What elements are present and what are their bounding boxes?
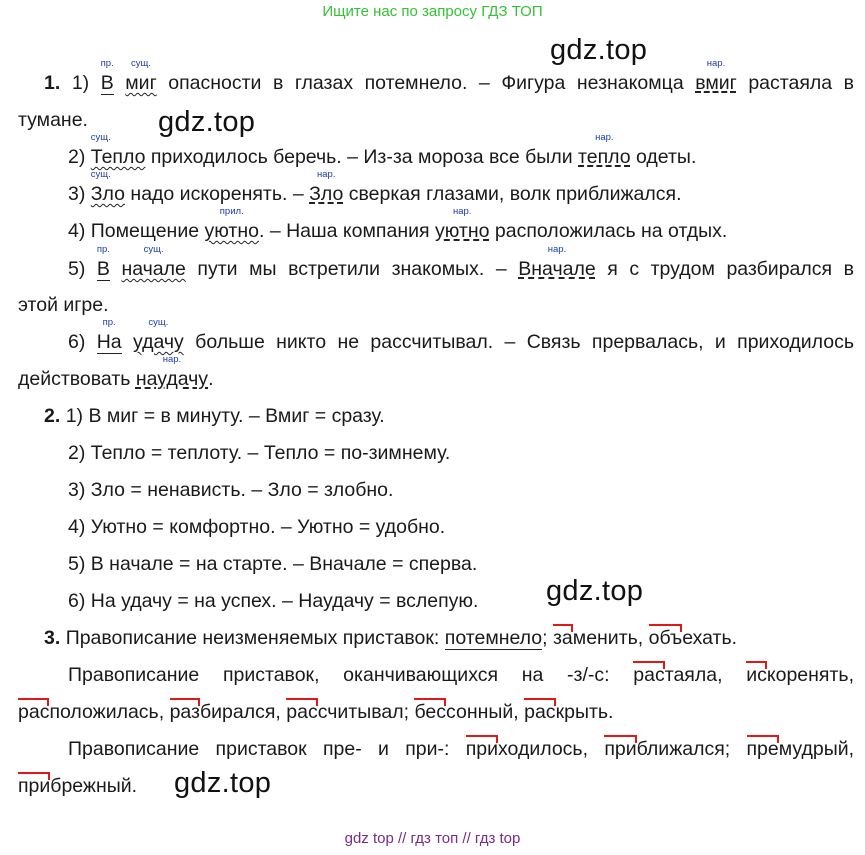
- prefix-mark: пре: [746, 738, 779, 760]
- task1-line6-cont: действовать нар. наудачу.: [18, 354, 214, 390]
- annotated-word: пр. На: [96, 317, 122, 353]
- prefix-mark: рас: [286, 701, 318, 723]
- annotated-word: сущ. Зло: [90, 169, 125, 205]
- prefix-mark: бес: [414, 701, 446, 723]
- task2-line2: 2) Тепло = теплоту. – Тепло = по-зимнему.: [68, 442, 451, 464]
- annotated-word: пр. В: [96, 244, 110, 280]
- task1-line3: 3) сущ. Зло надо искоренять. – нар. Зло сверкая глазами, волк приближался.: [68, 169, 682, 205]
- task2-line5: 5) В начале = на старте. – Вначале = сперва.: [68, 553, 478, 575]
- sentence-text: растаяла в: [748, 72, 855, 94]
- annotated-word: сущ. миг: [125, 58, 157, 94]
- task3-para2-line2: расположилась, разбирался, рассчитывал; бессонный, раскрыть.: [18, 701, 614, 723]
- annotated-word: нар. наудачу: [135, 354, 209, 390]
- task2-line6: 6) На удачу = на успех. – Наудачу = вслепую.: [68, 590, 479, 612]
- annotated-word: нар. тепло: [578, 132, 631, 168]
- task3-para3-line2: прибрежный.: [18, 775, 138, 797]
- prefix-mark: за: [552, 627, 573, 649]
- prefix-mark: при: [18, 775, 51, 797]
- task3-para1: 3. Правописание неизменяемых приставок: потемнело; заменить, объехать.: [44, 627, 738, 649]
- annotated-word: нар. уютно: [434, 206, 490, 242]
- watermark: gdz.top: [550, 34, 648, 66]
- task1-line6: 6) пр. На сущ. удачу больше никто не рассчитывал. – Связь прервалась, и приходилось: [68, 317, 855, 353]
- prefix-mark: раз: [169, 701, 200, 723]
- sentence-text: опасности в глазах потемнело. – Фигура незнакомца: [168, 72, 684, 94]
- task2-line3: 3) Зло = ненависть. – Зло = злобно.: [68, 479, 394, 501]
- header-search-link[interactable]: Ищите нас по запросу ГДЗ ТОП: [322, 3, 543, 20]
- prefix-mark: при: [604, 738, 637, 760]
- task-number: 1.: [44, 72, 61, 94]
- prefix-mark: рас: [18, 701, 50, 723]
- task3-para3-line1: Правописание приставок пре- и при-: приходилось, приближался; премудрый,: [68, 738, 855, 760]
- task1-line4: 4) Помещение прил. уютно. – Наша компания нар. уютно расположилась на отдых.: [68, 206, 728, 242]
- task2-line1: 2. 1) В миг = в минуту. – Вмиг = сразу.: [44, 405, 385, 427]
- task1-line5: 5) пр. В сущ. начале пути мы встретили знакомых. – нар. Вначале я с трудом разбирался в: [68, 244, 854, 280]
- annotated-word: пр. В: [100, 58, 114, 94]
- annotated-word: сущ. удачу: [133, 317, 184, 353]
- prefix-mark: при: [465, 738, 499, 760]
- annotated-word: прил. уютно: [204, 206, 259, 242]
- annotated-word: сущ. начале: [121, 244, 186, 280]
- footer-links[interactable]: gdz top // гдз топ // гдз top: [344, 830, 521, 847]
- watermark: gdz.top: [158, 106, 256, 138]
- item-number: 1): [71, 72, 90, 94]
- prefix-mark: рас: [633, 664, 665, 686]
- annotated-word: нар. Зло: [309, 169, 344, 205]
- prefix-mark: рас: [524, 701, 556, 723]
- task1-line5-cont: этой игре.: [18, 294, 109, 316]
- annotated-word: нар. Вначале: [518, 244, 596, 280]
- watermark: gdz.top: [174, 767, 272, 799]
- watermark: gdz.top: [546, 575, 644, 607]
- annotated-word: сущ. Тепло: [90, 132, 146, 168]
- prefix-mark: объ: [648, 627, 683, 649]
- prefix-mark: ис: [746, 664, 767, 686]
- annotated-word: нар. вмиг: [695, 58, 737, 94]
- task2-line4: 4) Уютно = комфортно. – Уютно = удобно.: [68, 516, 446, 538]
- task1-line1: [44, 58, 855, 94]
- task1-line2: 2) сущ. Тепло приходилось беречь. – Из-за мороза все были нар. тепло одеты.: [68, 132, 697, 168]
- task3-para2-line1: Правописание приставок, оканчивающихся на -з/-с: растаяла, искоренять,: [68, 664, 854, 686]
- task1-line1-cont: тумане.: [18, 109, 88, 131]
